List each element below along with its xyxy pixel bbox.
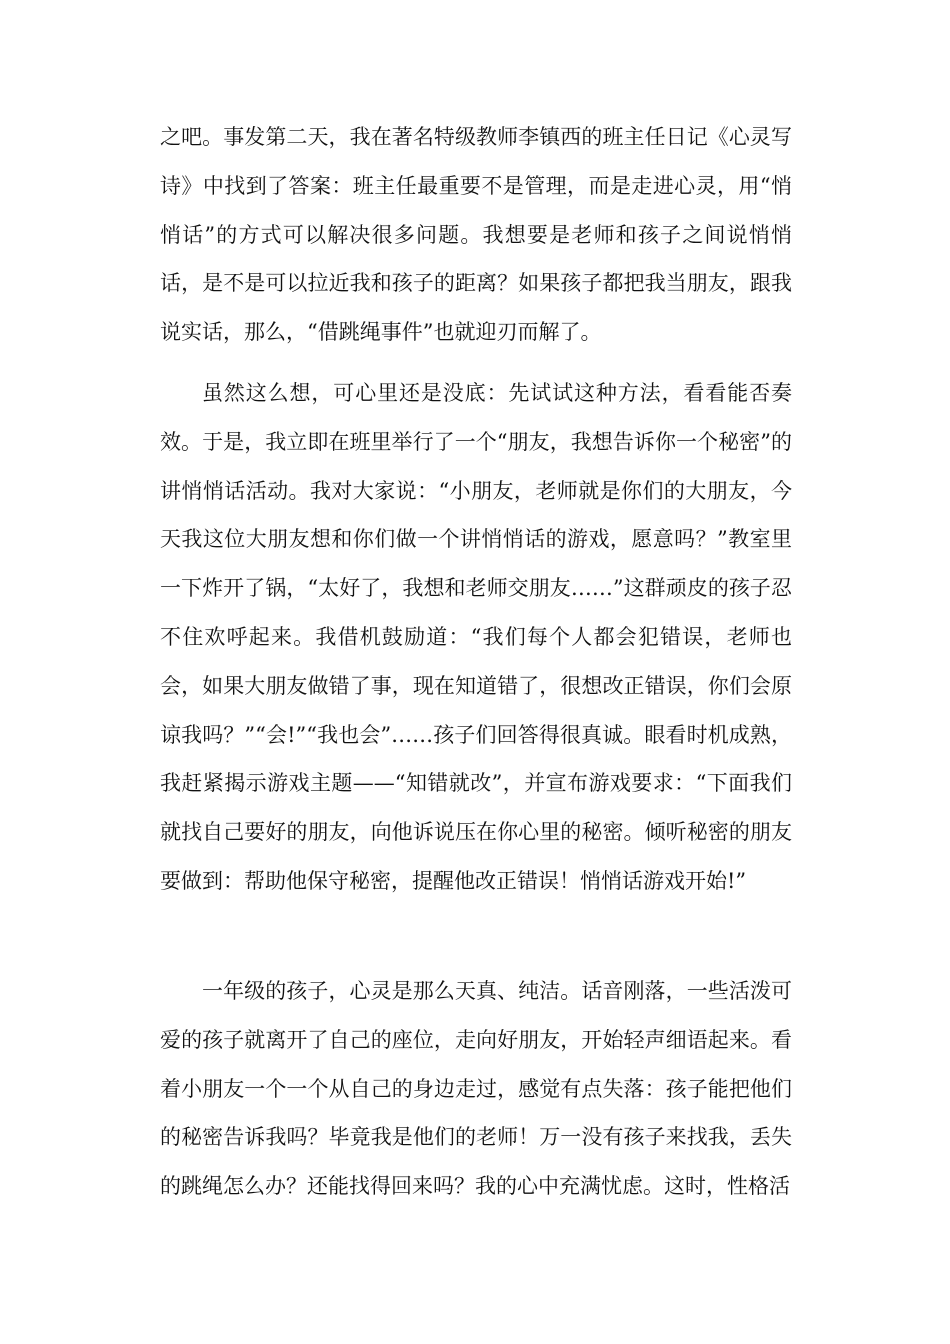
paragraph-2: 虽然这么想，可心里还是没底：先试试这种方法，看看能否奏效。于是，我立即在班里举行了一个“朋友，我想告诉你一个秘密”的讲悄悄话活动。我对大家说：“小朋友，老师就是你们的大朋友，今天我这位大朋友想和你们做一个讲悄悄话的游戏，愿意吗？”教室里一下炸开了锅，“太好了，我想和老师交朋友……”这群顽皮的孩子忍不住欢呼起来。我借机鼓励道：“我们每个人都会犯错误，老师也会，如果大朋友做错了事，现在知道错了，很想改正错误，你们会原谅我吗？”“会!”“我也会”……孩子们回答得很真诚。眼看时机成熟，我赶紧揭示游戏主题——“知错就改”，并宣布游戏要求：“下面我们就找自己要好的朋友，向他诉说压在你心里的秘密。倾听秘密的朋友要做到：帮助他保守秘密，提醒他改正错误！悄悄话游戏开始!” <box>160 381 792 893</box>
paragraph-3: 一年级的孩子，心灵是那么天真、纯洁。话音刚落，一些活泼可爱的孩子就离开了自己的座位，走向好朋友，开始轻声细语起来。看着小朋友一个一个从自己的身边走过，感觉有点失落：孩子能把他们的秘密告诉我吗？毕竟我是他们的老师！万一没有孩子来找我，丢失的跳绳怎么办？还能找得回来吗？我的心中充满忧虑。这时，性格活 <box>160 979 792 1199</box>
paragraph-1: 之吧。事发第二天，我在著名特级教师李镇西的班主任日记《心灵写诗》中找到了答案：班主任最重要不是管理，而是走进心灵，用“悄悄话”的方式可以解决很多问题。我想要是老师和孩子之间说悄悄话，是不是可以拉近我和孩子的距离？如果孩子都把我当朋友，跟我说实话，那么，“借跳绳事件”也就迎刃而解了。 <box>160 125 792 345</box>
